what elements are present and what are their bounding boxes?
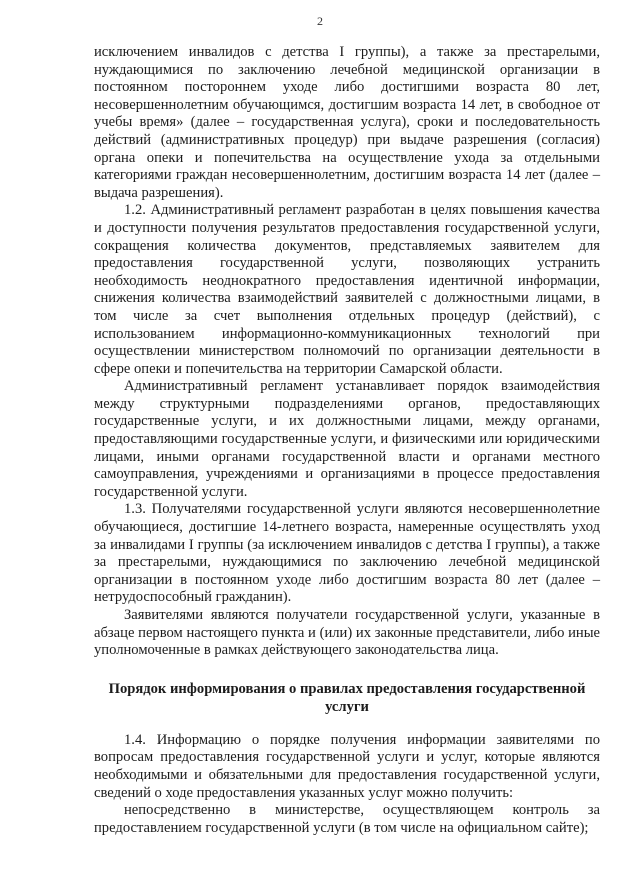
paragraph-directly-in-ministry: непосредственно в министерстве, осуществляющем контроль за предоставлением государственной услуги (в том числе на официальном сайте);	[94, 802, 600, 836]
paragraph-intro-continuation: исключением инвалидов с детства I группы), а также за престарелыми, нуждающимися по заключению лечебной медицинской организации в постоянном постороннем уходе либо достигшими возраста 80 лет, несовершеннолетним обучающимся, достигшим возраста 14 лет, в свободное от учебы время» (далее – государственная услуга), сроки и последовательность действий (административных процедур) при выдаче разрешения (согласия) органа опеки и попечительства на осуществление ухода за отдельными категориями граждан несовершеннолетним, достигшим возраста 14 лет (далее – выдача разрешения).	[94, 44, 600, 201]
paragraph-1-4: 1.4. Информацию о порядке получения информации заявителями по вопросам предоставления государственной услуги и услуг, которые являются необходимыми и обязательными для предоставления государственной услуги, сведений о ходе предоставления указанных услуг можно получить:	[94, 731, 600, 801]
paragraph-1-3: 1.3. Получателями государственной услуги являются несовершеннолетние обучающиеся, достигшие 14-летнего возраста, намеренные осуществлять уход за инвалидами I группы (за исключением инвалидов с детства I группы), а также за престарелыми, нуждающимися по заключению лечебной медицинской организации в постоянном уходе либо достигшим возраста 80 лет (далее – нетрудоспособный гражданин).	[94, 501, 600, 606]
section-heading: Порядок информирования о правилах предоставления государственной услуги	[108, 680, 586, 715]
paragraph-applicants: Заявителями являются получатели государственной услуги, указанные в абзаце первом настоящего пункта и (или) их законные представители, либо иные уполномоченные в рамках действующего законодательства лица.	[94, 607, 600, 659]
paragraph-1-2: 1.2. Административный регламент разработан в целях повышения качества и доступности получения результатов предоставления государственной услуги, сокращения количества документов, представляемых заявителем для предоставления государственной услуги, позволяющих устранить необходимость неоднократного предоставления идентичной информации, снижения количества взаимодействий заявителей с должностными лицами, в том числе за счет выполнения отдельных процедур (действий), с использованием информационно-коммуникационных технологий при осуществлении министерством полномочий по организации деятельности в сфере опеки и попечительства на территории Самарской области.	[94, 202, 600, 377]
page-number: 2	[317, 14, 323, 28]
paragraph-interaction-order: Административный регламент устанавливает порядок взаимодействия между структурными подразделениями органов, предоставляющих государственные услуги, и их должностными лицами, между органами, предоставляющими государственные услуги, и физическими или юридическими лицами, иными органами государственной власти и органами местного самоуправления, учреждениями и организациями в процессе предоставления государственной услуги.	[94, 378, 600, 500]
document-body	[94, 44, 600, 837]
